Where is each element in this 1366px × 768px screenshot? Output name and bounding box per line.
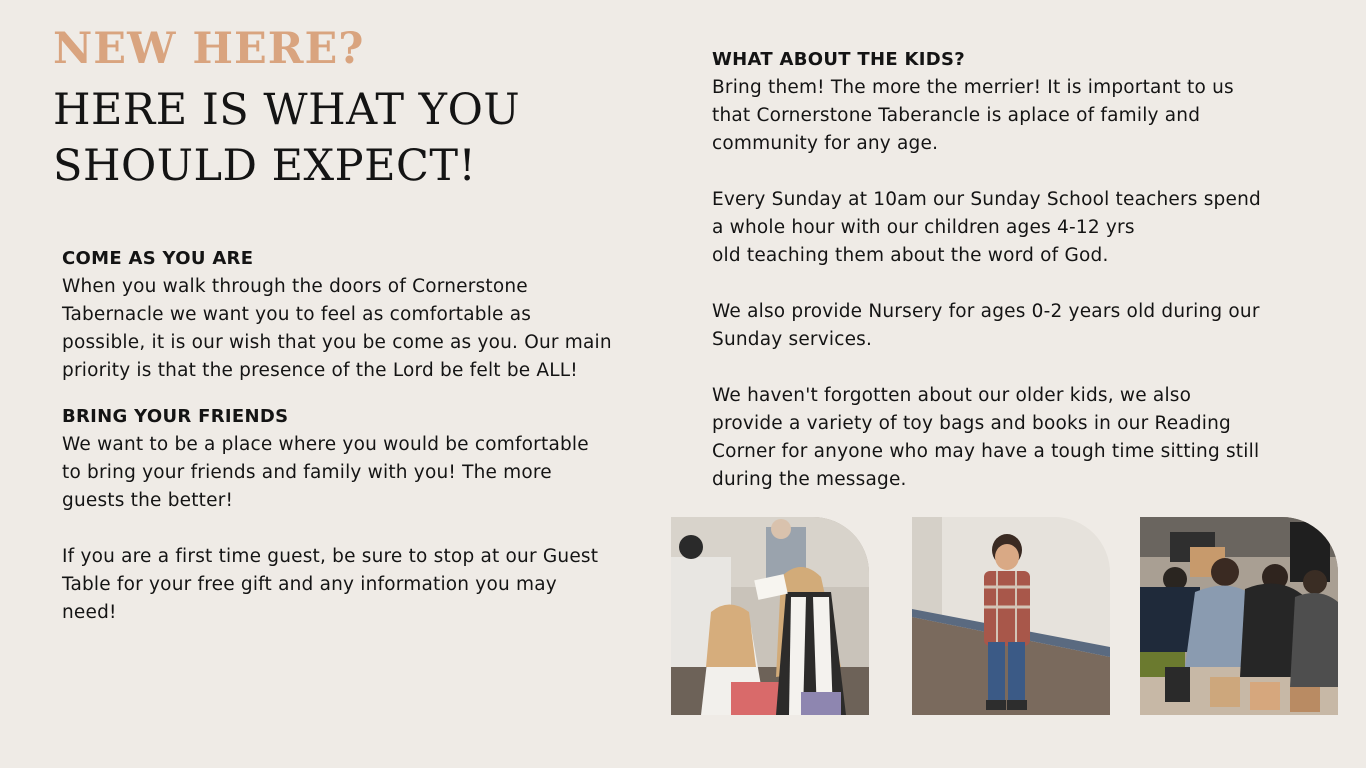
page-title: HERE IS WHAT YOU SHOULD EXPECT! xyxy=(53,85,521,191)
come-as-you-are-title: COME AS YOU ARE xyxy=(62,248,254,269)
kids-section xyxy=(712,46,1352,494)
come-as-you-are-body: When you walk through the doors of Cornerstone Tabernacle we want you to feel as comfortable as possible, it is our wish that you be come as you. Our main priority is that the presence of the Lord be felt be ALL! xyxy=(62,276,612,381)
smiling-boy-photo xyxy=(912,517,1110,715)
bring-your-friends-section xyxy=(62,403,662,627)
children-reading-illustration xyxy=(671,517,869,715)
children-praying-illustration xyxy=(1140,517,1338,715)
come-as-you-are-section xyxy=(62,245,662,385)
children-praying-photo xyxy=(1140,517,1338,715)
kids-title: WHAT ABOUT THE KIDS? xyxy=(712,49,966,70)
smiling-boy-illustration xyxy=(912,517,1110,715)
bring-your-friends-title: BRING YOUR FRIENDS xyxy=(62,406,289,427)
children-reading-photo xyxy=(671,517,869,715)
kids-body: Bring them! The more the merrier! It is important to us that Cornerstone Taberancle is aplace of family and community for any age. Every Sunday at 10am our Sunday School teachers spend a whole hour with our children ages 4-12 yrs old teaching them about the word of God. We also provide Nursery for ages 0-2 years old during our Sunday services. We haven't forgotten about our older kids, we also provide a variety of toy bags and books in our Reading Corner for anyone who may have a tough time sitting still during the message. xyxy=(712,77,1261,490)
new-here-heading: NEW HERE? xyxy=(53,24,365,74)
bring-your-friends-body: We want to be a place where you would be comfortable to bring your friends and family with you! The more guests the better! If you are a first time guest, be sure to stop at our Guest Table for your free gift and any information you may need! xyxy=(62,434,599,623)
